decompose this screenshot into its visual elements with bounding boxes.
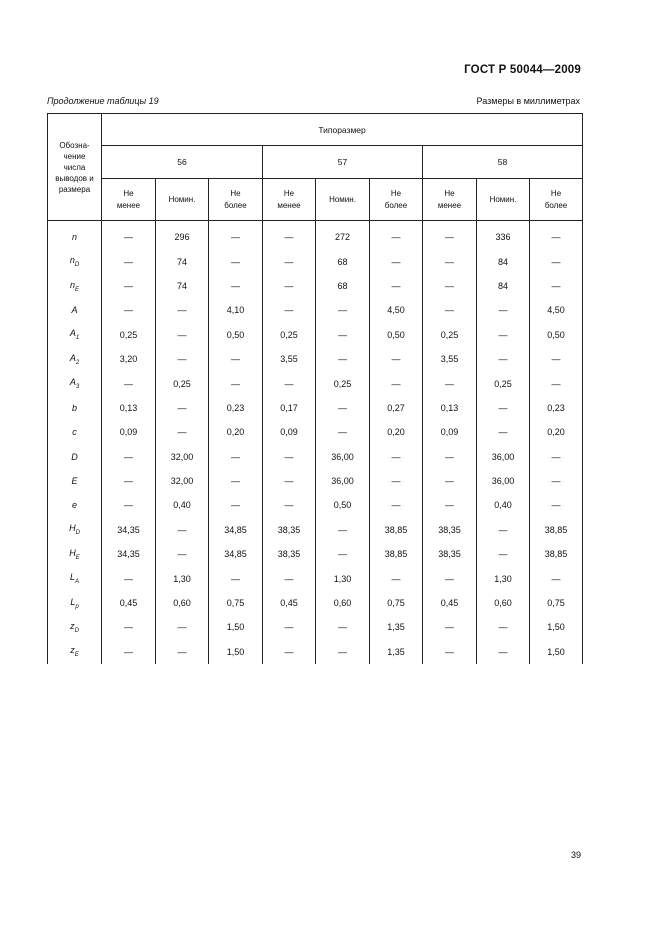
value-cell: — [102,566,156,590]
value-cell: — [156,420,209,444]
value-cell: 1,30 [156,566,209,590]
value-cell: — [530,221,583,250]
designation-subscript: D [75,530,80,537]
size-57-header: 57 [263,146,423,179]
value-cell: — [423,493,477,517]
designation-symbol: n [69,255,75,266]
value-cell: 0,25 [477,371,530,395]
value-cell: — [209,249,263,273]
dimensions-table [47,113,583,664]
value-cell: 1,35 [370,640,423,664]
value-cell: 0,50 [209,323,263,347]
value-cell: — [423,298,477,322]
max-header-line: более [224,200,247,210]
value-cell: 0,23 [530,396,583,420]
designation-cell [48,274,102,298]
value-cell: 1,35 [370,615,423,639]
value-cell: — [209,445,263,469]
value-cell: 34,35 [102,518,156,542]
value-cell: 38,35 [263,518,316,542]
value-cell: 0,13 [423,396,477,420]
value-cell: — [316,542,370,566]
designation-cell [48,566,102,590]
value-cell: — [423,371,477,395]
value-cell: — [370,274,423,298]
value-cell: — [530,274,583,298]
value-cell: — [102,615,156,639]
table-row [48,347,583,371]
max-header [530,179,583,221]
value-cell: 3,20 [102,347,156,371]
value-cell: — [423,445,477,469]
value-cell: — [156,323,209,347]
value-cell: — [156,298,209,322]
min-header-line: менее [116,200,141,210]
value-cell: 0,25 [263,323,316,347]
value-cell: — [530,493,583,517]
table-row [48,249,583,273]
value-cell: — [370,566,423,590]
value-cell: 36,00 [316,445,370,469]
type-size-header: Типоразмер [102,114,583,146]
designation-cell [48,591,102,615]
value-cell: 1,30 [316,566,370,590]
value-cell: 296 [156,221,209,250]
value-cell: 0,20 [370,420,423,444]
value-cell: — [316,615,370,639]
value-cell: 32,00 [156,469,209,493]
designation-cell [48,420,102,444]
value-cell: — [423,469,477,493]
nominal-header: Номин. [477,179,530,221]
table-row [48,221,583,250]
max-header-line: Не [230,188,241,198]
value-cell: — [102,274,156,298]
designation-symbol: e [71,500,77,511]
value-cell: — [423,566,477,590]
value-cell: — [156,615,209,639]
value-cell: 0,45 [263,591,316,615]
designation-cell [48,640,102,664]
designation-subscript: D [74,627,79,634]
value-cell: — [263,274,316,298]
table-row [48,518,583,542]
value-cell: 38,35 [263,542,316,566]
value-cell: — [423,640,477,664]
designation-cell [48,445,102,469]
value-cell: — [316,323,370,347]
value-cell: 0,17 [263,396,316,420]
table-row [48,615,583,639]
max-header-line: более [384,200,408,210]
designation-subscript: 1 [75,335,80,342]
value-cell: 0,25 [102,323,156,347]
designation-cell [48,518,102,542]
value-cell: — [530,371,583,395]
table-row [48,420,583,444]
value-cell: — [530,469,583,493]
designation-header-line: размера [58,184,91,194]
value-cell: — [530,347,583,371]
value-cell: — [316,420,370,444]
designation-symbol: n [69,279,75,290]
table-row [48,591,583,615]
table-row [48,566,583,590]
designation-cell [48,323,102,347]
designation-cell [48,493,102,517]
value-cell: — [370,347,423,371]
value-cell: — [263,469,316,493]
value-cell: 0,45 [102,591,156,615]
designation-cell [48,249,102,273]
max-header [370,179,423,221]
value-cell: 38,85 [530,542,583,566]
min-header [423,179,477,221]
value-cell: — [477,615,530,639]
value-cell: — [263,566,316,590]
min-header [263,179,316,221]
value-cell: 0,75 [370,591,423,615]
value-cell: — [156,542,209,566]
value-cell: 84 [477,274,530,298]
value-cell: — [477,420,530,444]
designation-subscript: E [75,554,80,561]
value-cell: 0,60 [477,591,530,615]
value-cell: — [530,445,583,469]
value-cell: — [263,249,316,273]
designation-header-line: числа [63,162,86,172]
value-cell: — [477,640,530,664]
value-cell: 36,00 [316,469,370,493]
designation-subscript: A [75,579,80,586]
value-cell: — [209,371,263,395]
designation-symbol: L [70,596,76,607]
designation-header-line: выводов и [55,173,94,183]
value-cell: — [423,221,477,250]
value-cell: 34,85 [209,518,263,542]
value-cell: — [209,566,263,590]
value-cell: 1,50 [530,615,583,639]
value-cell: 34,85 [209,542,263,566]
designation-subscript: 3 [75,383,80,390]
value-cell: — [423,274,477,298]
table-row [48,493,583,517]
table-row [48,542,583,566]
designation-symbol: A [69,328,76,339]
value-cell: 4,50 [370,298,423,322]
designation-symbol: b [71,402,77,413]
value-cell: — [370,469,423,493]
table-row [48,274,583,298]
size-56-header: 56 [102,146,263,179]
min-header [102,179,156,221]
designation-cell [48,469,102,493]
value-cell: 1,50 [209,615,263,639]
designation-cell [48,396,102,420]
min-header-line: менее [277,200,301,210]
value-cell: — [477,396,530,420]
max-header-line: более [544,200,568,210]
value-cell: — [102,249,156,273]
document-standard-number: ГОСТ Р 50044—2009 [464,64,581,76]
designation-cell [48,221,102,250]
value-cell: — [156,640,209,664]
table-row [48,323,583,347]
value-cell: — [156,518,209,542]
table-row [48,371,583,395]
min-header-line: Не [444,188,455,198]
value-cell: — [102,640,156,664]
value-cell: — [316,518,370,542]
designation-header-line: Обозна- [59,140,90,150]
value-cell: 38,85 [370,518,423,542]
designation-subscript: 2 [75,359,80,366]
designation-subscript: E [75,286,80,293]
value-cell: — [209,221,263,250]
designation-symbol: H [69,523,76,534]
designation-subscript: p [75,603,79,610]
min-header-line: Не [123,188,134,198]
value-cell: 0,27 [370,396,423,420]
value-cell: — [102,469,156,493]
designation-symbol: z [70,645,75,656]
designation-symbol: H [69,547,76,558]
value-cell: — [263,445,316,469]
value-cell: — [263,298,316,322]
value-cell: — [209,493,263,517]
value-cell: 38,35 [423,518,477,542]
value-cell: — [316,640,370,664]
designation-cell [48,298,102,322]
value-cell: 0,09 [263,420,316,444]
nominal-header: Номин. [156,179,209,221]
value-cell: 84 [477,249,530,273]
designation-subscript: D [74,261,80,268]
value-cell: — [477,323,530,347]
value-cell: — [530,566,583,590]
value-cell: 1,50 [209,640,263,664]
value-cell: — [477,542,530,566]
value-cell: 4,10 [209,298,263,322]
designation-subscript: E [74,652,79,659]
value-cell: 74 [156,249,209,273]
value-cell: 0,09 [423,420,477,444]
value-cell: 0,25 [316,371,370,395]
value-cell: 36,00 [477,469,530,493]
value-cell: 34,35 [102,542,156,566]
value-cell: 68 [316,249,370,273]
value-cell: — [102,445,156,469]
value-cell: 0,75 [209,591,263,615]
max-header-line: Не [550,188,562,198]
size-58-header: 58 [423,146,583,179]
designation-symbol: z [70,621,75,632]
nominal-header: Номин. [316,179,370,221]
value-cell: — [209,469,263,493]
designation-symbol: D [71,451,78,462]
table-row [48,469,583,493]
min-header-line: Не [283,188,295,198]
designation-symbol: A [69,377,76,388]
value-cell: 74 [156,274,209,298]
value-cell: — [370,249,423,273]
value-cell: 38,85 [370,542,423,566]
value-cell: — [316,396,370,420]
value-cell: — [209,347,263,371]
value-cell: — [370,493,423,517]
designation-cell [48,371,102,395]
value-cell: — [263,615,316,639]
designation-cell [48,615,102,639]
max-header [209,179,263,221]
value-cell: — [530,249,583,273]
value-cell: 0,50 [316,493,370,517]
value-cell: 0,20 [209,420,263,444]
value-cell: — [102,221,156,250]
designation-symbol: n [71,232,77,243]
value-cell: 3,55 [263,347,316,371]
value-cell: 0,60 [316,591,370,615]
value-cell: 1,50 [530,640,583,664]
value-cell: — [477,518,530,542]
value-cell: — [370,445,423,469]
value-cell: — [263,640,316,664]
value-cell: 0,50 [530,323,583,347]
value-cell: — [370,221,423,250]
min-header-line: менее [437,200,462,210]
value-cell: 1,30 [477,566,530,590]
value-cell: 0,75 [530,591,583,615]
table-row [48,298,583,322]
value-cell: 0,40 [156,493,209,517]
max-header-line: Не [390,188,402,198]
value-cell: 0,09 [102,420,156,444]
table-continuation-caption: Продолжение таблицы 19 [47,96,159,106]
page-number: 39 [570,850,581,860]
value-cell: 0,50 [370,323,423,347]
value-cell: 4,50 [530,298,583,322]
value-cell: — [263,493,316,517]
designation-header-line: чение [63,151,86,161]
value-cell: 0,60 [156,591,209,615]
value-cell: — [263,371,316,395]
value-cell: — [263,221,316,250]
value-cell: 0,40 [477,493,530,517]
value-cell: 0,25 [156,371,209,395]
value-cell: 32,00 [156,445,209,469]
designation-symbol: c [72,427,77,438]
designation-symbol: A [71,305,78,316]
value-cell: — [209,274,263,298]
value-cell: 38,35 [423,542,477,566]
value-cell: — [423,615,477,639]
value-cell: — [102,298,156,322]
value-cell: 0,25 [423,323,477,347]
value-cell: 3,55 [423,347,477,371]
designation-cell [48,347,102,371]
table-row [48,640,583,664]
designation-symbol: L [69,572,75,583]
value-cell: — [156,396,209,420]
designation-cell [48,542,102,566]
value-cell: 0,23 [209,396,263,420]
value-cell: 0,13 [102,396,156,420]
value-cell: — [102,493,156,517]
table-row [48,445,583,469]
designation-header [48,114,102,221]
value-cell: — [477,347,530,371]
designation-symbol: A [69,352,76,363]
value-cell: 272 [316,221,370,250]
value-cell: — [370,371,423,395]
value-cell: — [316,347,370,371]
value-cell: — [423,249,477,273]
value-cell: 0,20 [530,420,583,444]
value-cell: — [102,371,156,395]
value-cell: — [316,298,370,322]
value-cell: 68 [316,274,370,298]
value-cell: — [156,347,209,371]
units-caption: Размеры в миллиметрах [476,96,580,106]
table-row [48,396,583,420]
value-cell: 38,85 [530,518,583,542]
designation-symbol: E [71,476,78,487]
value-cell: 0,45 [423,591,477,615]
value-cell: 336 [477,221,530,250]
value-cell: — [477,298,530,322]
value-cell: 36,00 [477,445,530,469]
